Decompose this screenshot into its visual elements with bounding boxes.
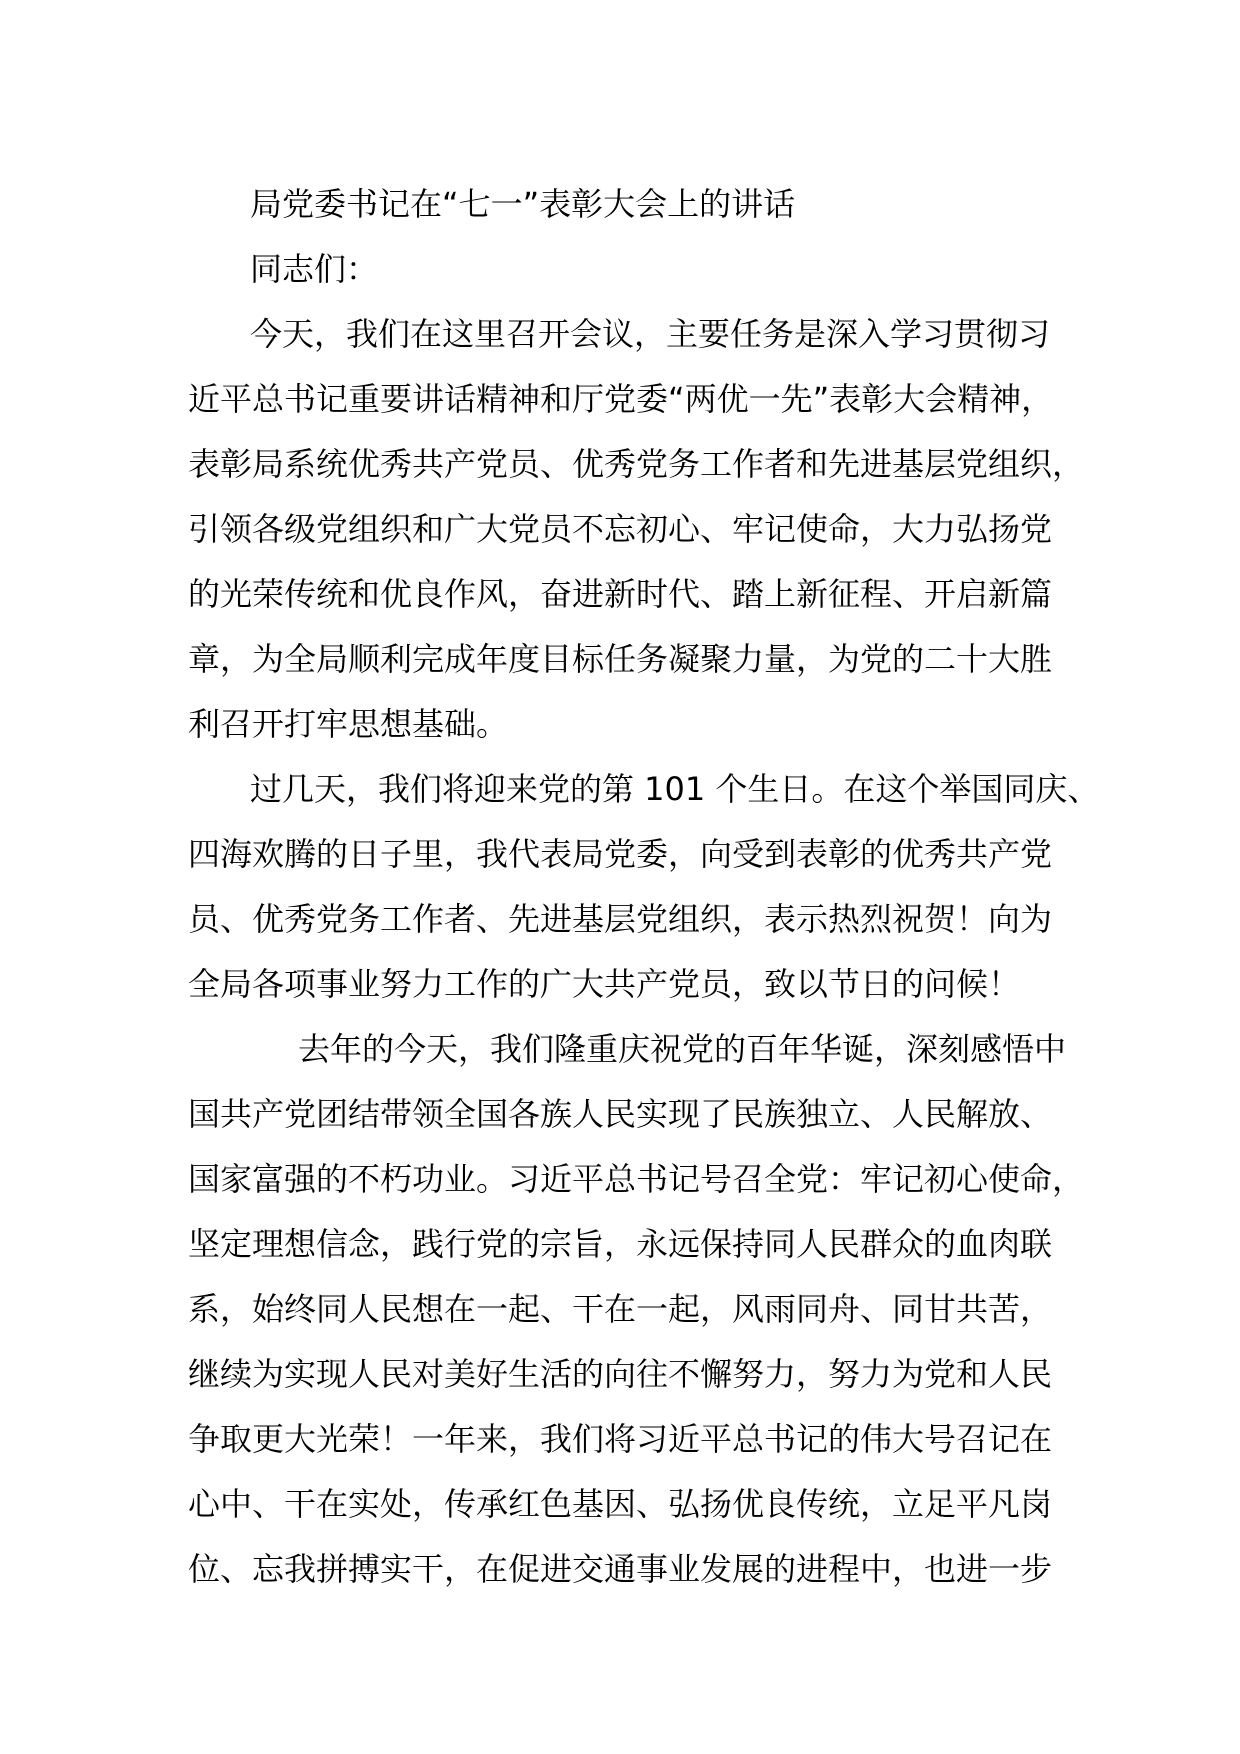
- paragraph-line: 利召开打牢思想基础。: [188, 705, 509, 743]
- paragraph-line: 四海欢腾的日子里，我代表局党委，向受到表彰的优秀共产党: [188, 835, 1053, 873]
- paragraph-line: 今天，我们在这里召开会议，主要任务是深入学习贯彻习: [250, 315, 1051, 353]
- paragraph-line: 系，始终同人民想在一起、干在一起，风雨同舟、同甘共苦，: [188, 1290, 1053, 1328]
- paragraph-line: 全局各项事业努力工作的广大共产党员，致以节日的问候！: [188, 965, 1021, 1003]
- paragraph-line: 心中、干在实处，传承红色基因、弘扬优良传统，立足平凡岗: [188, 1485, 1053, 1523]
- paragraph-line: 去年的今天，我们隆重庆祝党的百年华诞，深刻感悟中: [298, 1030, 1067, 1068]
- paragraph-line: 表彰局系统优秀共产党员、优秀党务工作者和先进基层党组织，: [188, 445, 1085, 483]
- document-title: 局党委书记在“七一”表彰大会上的讲话: [250, 185, 796, 223]
- paragraph-line: 章，为全局顺利完成年度目标任务凝聚力量，为党的二十大胜: [188, 640, 1053, 678]
- paragraph-line: 引领各级党组织和广大党员不忘初心、牢记使命，大力弘扬党: [188, 510, 1053, 548]
- paragraph-line: 国家富强的不朽功业。习近平总书记号召全党：牢记初心使命，: [188, 1160, 1085, 1198]
- paragraph-2: [188, 757, 1100, 1017]
- paragraph-line: 继续为实现人民对美好生活的向往不懈努力，努力为党和人民: [188, 1355, 1053, 1393]
- paragraph-3: [188, 1017, 1090, 1602]
- paragraph-line: 位、忘我拼搏实干，在促进交通事业发展的进程中，也进一步: [188, 1550, 1053, 1588]
- paragraph-line: 近平总书记重要讲话精神和厅党委“两优一先”表彰大会精神，: [188, 380, 1054, 418]
- paragraph-1: [188, 302, 1090, 757]
- paragraph-line: 坚定理想信念，践行党的宗旨，永远保持同人民群众的血肉联: [188, 1225, 1053, 1263]
- salutation: 同志们：: [250, 250, 379, 288]
- paragraph-line: 员、优秀党务工作者、先进基层党组织，表示热烈祝贺！向为: [188, 900, 1053, 938]
- paragraph-line: 国共产党团结带领全国各族人民实现了民族独立、人民解放、: [188, 1095, 1053, 1133]
- paragraph-line: 争取更大光荣！一年来，我们将习近平总书记的伟大号召记在: [188, 1420, 1053, 1458]
- paragraph-line: 的光荣传统和优良作风，奋进新时代、踏上新征程、开启新篇: [188, 575, 1053, 613]
- paragraph-line: 过几天，我们将迎来党的第 101 个生日。在这个举国同庆、: [250, 770, 1100, 808]
